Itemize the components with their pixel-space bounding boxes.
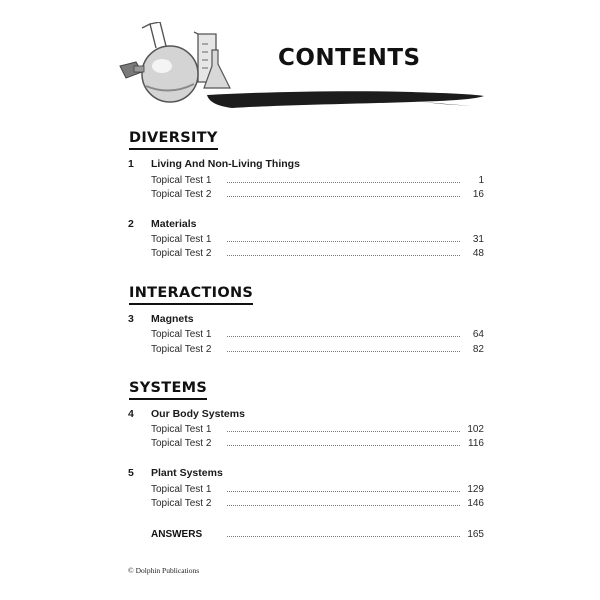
dot-leader xyxy=(227,437,460,446)
dot-leader xyxy=(227,343,460,352)
copyright-footer: © Dolphin Publications xyxy=(128,566,200,575)
page-number: 116 xyxy=(468,438,484,449)
entry-label: Topical Test 1 xyxy=(151,329,212,340)
dot-leader xyxy=(227,497,460,506)
page-number: 129 xyxy=(467,484,484,495)
page-title: CONTENTS xyxy=(278,45,421,71)
entry-label: Topical Test 1 xyxy=(151,424,212,435)
chapter-number: 1 xyxy=(128,158,134,170)
chapter-number: 3 xyxy=(128,313,134,325)
page-number: 48 xyxy=(472,248,484,259)
entry-label: Topical Test 1 xyxy=(151,234,212,245)
chapter-title: Magnets xyxy=(151,313,194,325)
toc-entry[interactable] xyxy=(151,233,484,246)
entry-label: Topical Test 1 xyxy=(151,175,212,186)
page-number: 64 xyxy=(472,329,484,340)
entry-label: Topical Test 2 xyxy=(151,438,212,449)
toc-entry[interactable] xyxy=(151,343,484,356)
dot-leader xyxy=(227,483,460,492)
toc-entry[interactable] xyxy=(151,188,484,201)
chapter-title: Plant Systems xyxy=(151,467,223,479)
section-heading-interactions: INTERACTIONS xyxy=(129,285,253,305)
entry-label: Topical Test 2 xyxy=(151,189,212,200)
dot-leader xyxy=(227,423,460,432)
toc-entry[interactable] xyxy=(151,247,484,260)
toc-entry[interactable] xyxy=(151,423,484,436)
dot-leader xyxy=(227,247,460,256)
chapter-title: Our Body Systems xyxy=(151,408,245,420)
dot-leader xyxy=(227,328,460,337)
entry-label: Topical Test 2 xyxy=(151,248,212,259)
toc-entry[interactable] xyxy=(151,174,484,187)
page-number: 146 xyxy=(467,498,484,509)
dot-leader xyxy=(227,174,460,183)
page-number: 1 xyxy=(478,175,484,186)
page-number: 16 xyxy=(472,189,484,200)
chapter-title: Living And Non-Living Things xyxy=(151,158,300,170)
toc-entry[interactable] xyxy=(151,483,484,496)
entry-label: Topical Test 2 xyxy=(151,498,212,509)
section-heading-systems: SYSTEMS xyxy=(129,380,207,400)
dot-leader xyxy=(227,528,460,537)
page-number: 82 xyxy=(472,344,484,355)
chapter-title: Materials xyxy=(151,218,197,230)
entry-label: Topical Test 2 xyxy=(151,344,212,355)
page-number: 102 xyxy=(467,424,484,435)
chapter-number: 4 xyxy=(128,408,134,420)
chapter-number: 2 xyxy=(128,218,134,230)
entry-label: Topical Test 1 xyxy=(151,484,212,495)
page-number: 31 xyxy=(472,234,484,245)
dot-leader xyxy=(227,233,460,242)
chapter-number: 5 xyxy=(128,467,134,479)
dot-leader xyxy=(227,188,460,197)
toc-entry-answers[interactable] xyxy=(151,528,484,541)
toc-entry[interactable] xyxy=(151,497,484,510)
page-number: 165 xyxy=(467,529,484,540)
section-heading-diversity: DIVERSITY xyxy=(129,130,218,150)
toc-entry[interactable] xyxy=(151,437,484,450)
entry-label: ANSWERS xyxy=(151,529,203,540)
toc-entry[interactable] xyxy=(151,328,484,341)
